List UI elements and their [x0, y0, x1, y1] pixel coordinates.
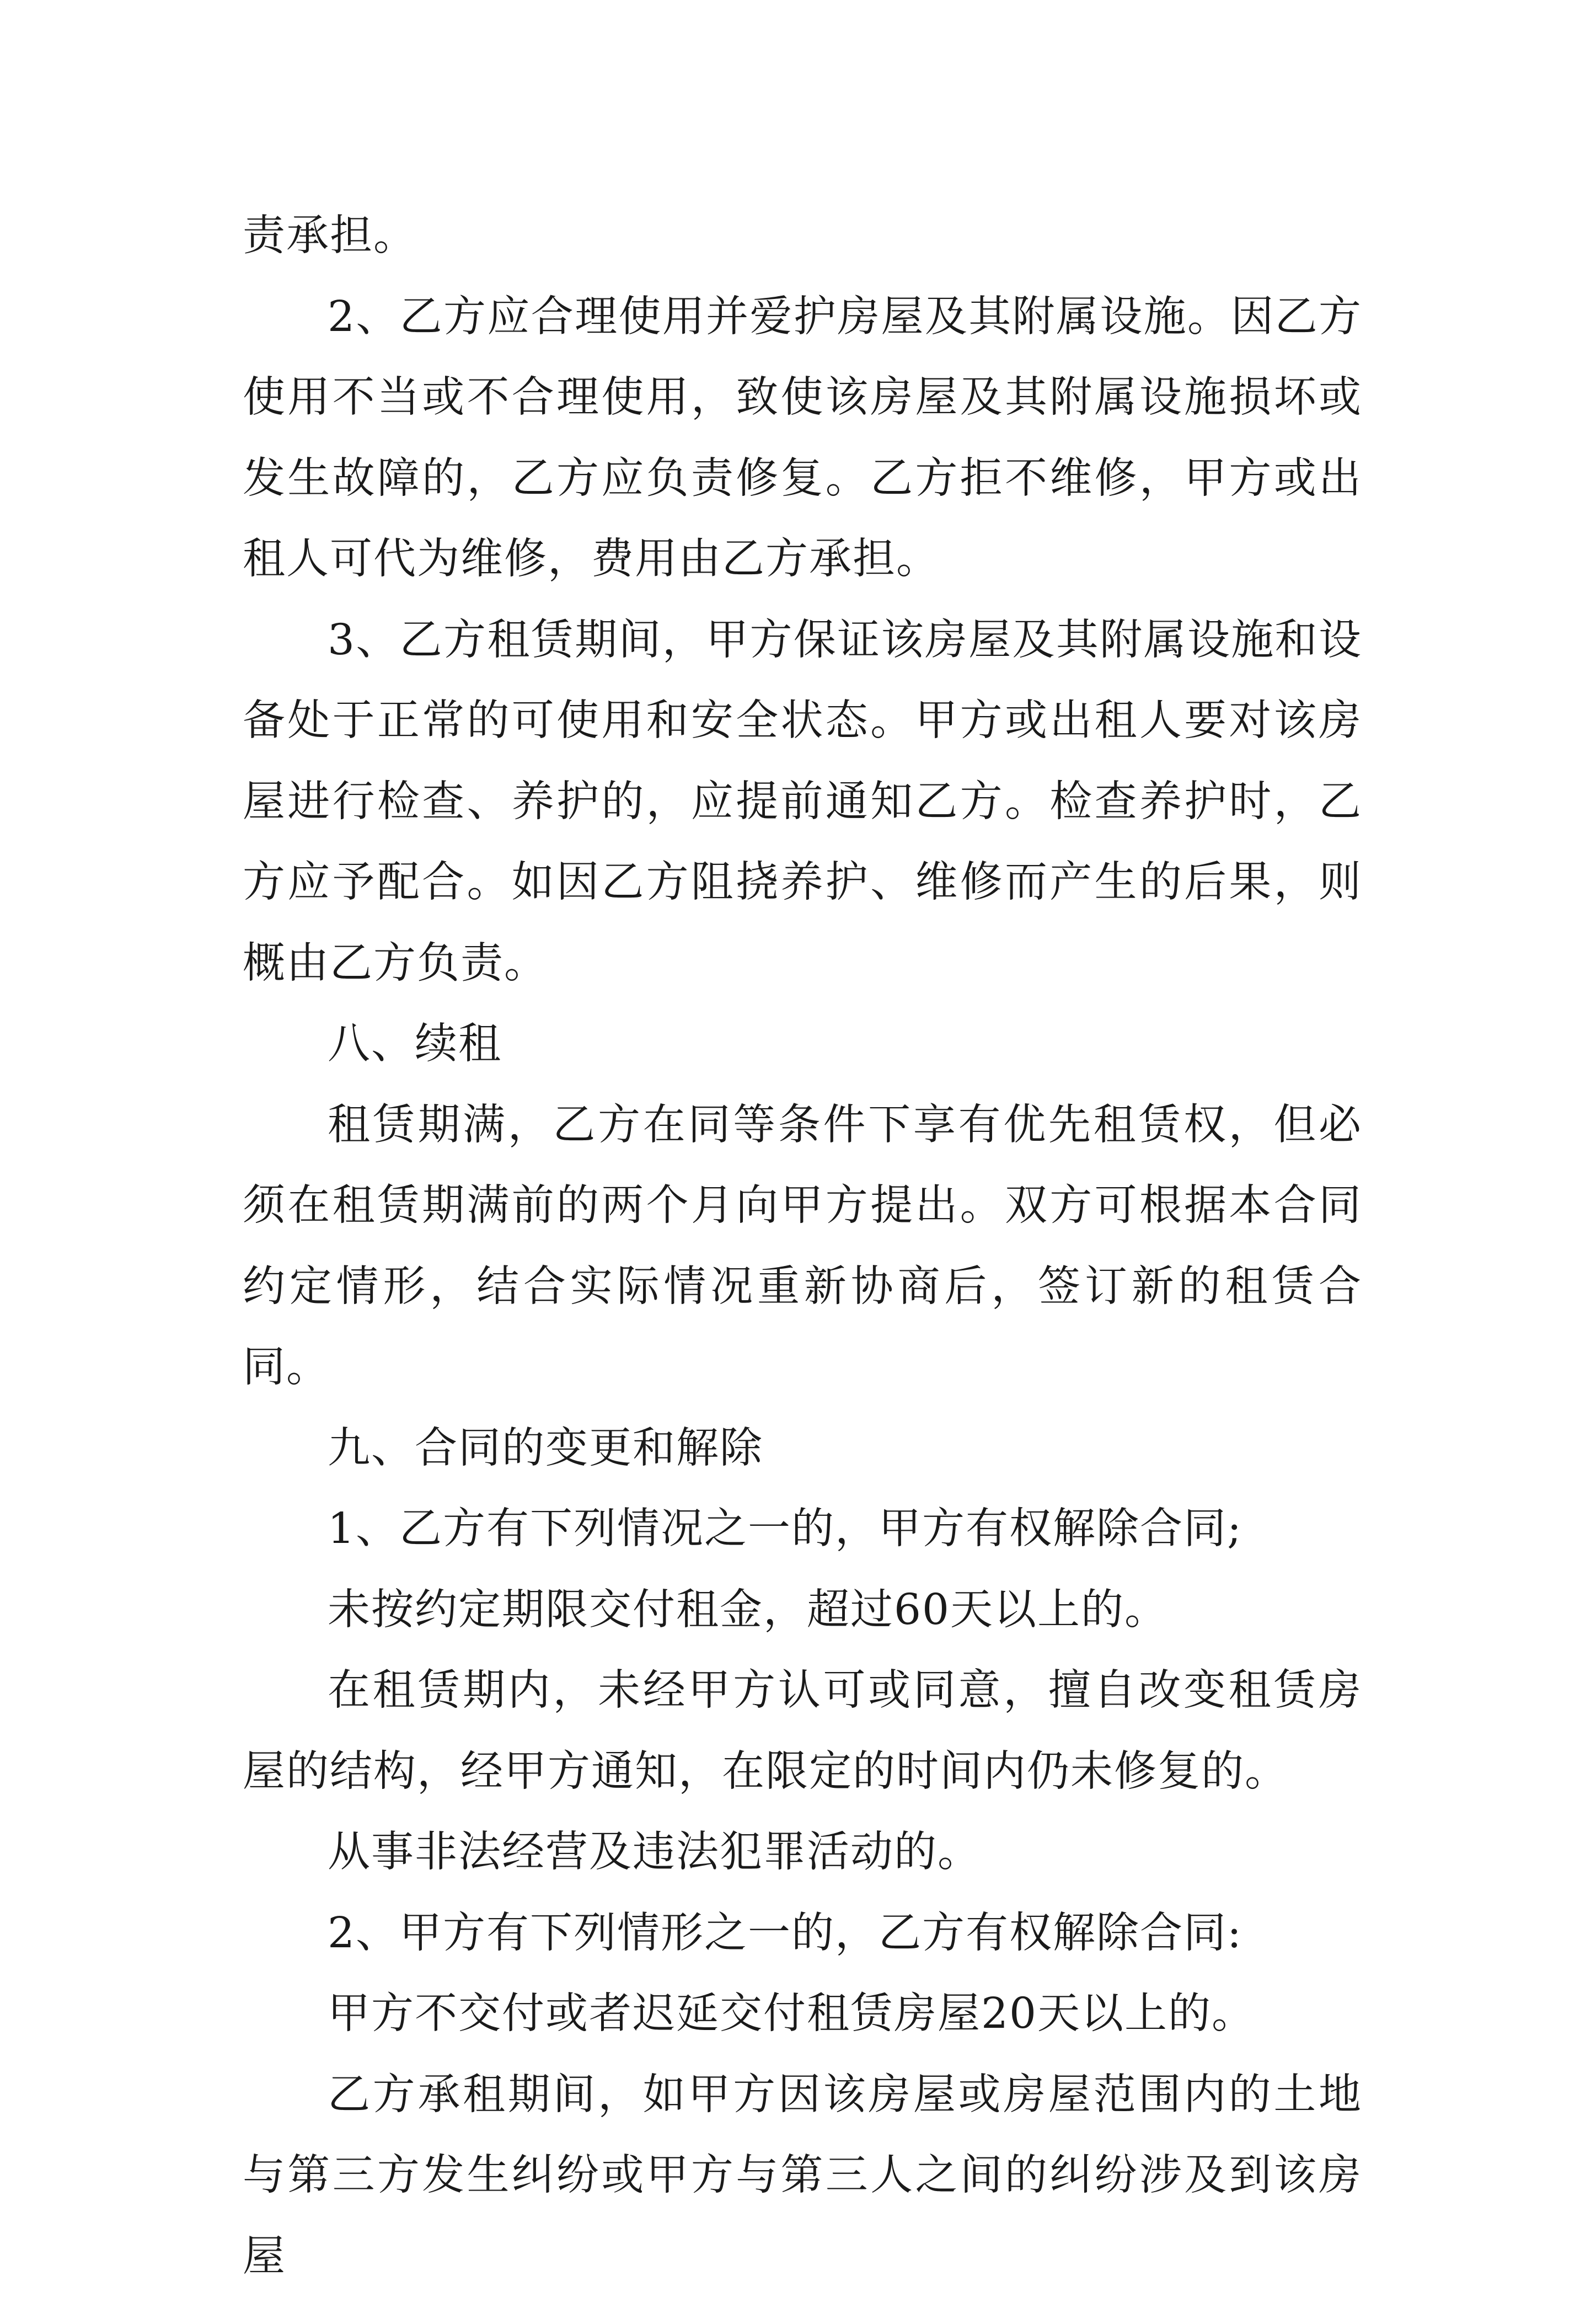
paragraph-clause-7-3: 3、乙方租赁期间，甲方保证该房屋及其附属设施和设备处于正常的可使用和安全状态。甲方或出租人要对该房屋进行检查、养护的，应提前通知乙方。检查养护时，乙方应予配合。如因乙方阻挠养护、维修而产生的后果，则概由乙方负责。: [243, 600, 1362, 1005]
document-body: [243, 196, 1362, 2297]
paragraph-clause-7-2: 2、乙方应合理使用并爱护房屋及其附属设施。因乙方使用不当或不合理使用，致使该房屋及其附属设施损坏或发生故障的，乙方应负责修复。乙方拒不维修，甲方或出租人可代为维修，费用由乙方承担。: [243, 277, 1362, 600]
paragraph-delivery-delay: 甲方不交付或者迟延交付租赁房屋20天以上的。: [243, 1974, 1362, 2055]
paragraph-clause-9-1: 1、乙方有下列情况之一的，甲方有权解除合同;: [243, 1489, 1362, 1570]
heading-change-termination: 九、合同的变更和解除: [243, 1408, 1362, 1489]
paragraph-continuation: 责承担。: [243, 196, 1362, 277]
paragraph-clause-9-2: 2、甲方有下列情形之一的，乙方有权解除合同:: [243, 1893, 1362, 1974]
paragraph-structure-change: 在租赁期内，未经甲方认可或同意，擅自改变租赁房屋的结构，经甲方通知，在限定的时间内仍未修复的。: [243, 1650, 1362, 1812]
paragraph-illegal-activity: 从事非法经营及违法犯罪活动的。: [243, 1812, 1362, 1893]
paragraph-renewal: 租赁期满，乙方在同等条件下享有优先租赁权，但必须在租赁期满前的两个月向甲方提出。双方可根据本合同约定情形，结合实际情况重新协商后，签订新的租赁合同。: [243, 1085, 1362, 1408]
paragraph-rent-overdue: 未按约定期限交付租金，超过60天以上的。: [243, 1570, 1362, 1651]
paragraph-third-party-dispute: 乙方承租期间，如甲方因该房屋或房屋范围内的土地与第三方发生纠纷或甲方与第三人之间的纠纷涉及到该房屋: [243, 2055, 1362, 2297]
heading-renewal: 八、续租: [243, 1004, 1362, 1085]
